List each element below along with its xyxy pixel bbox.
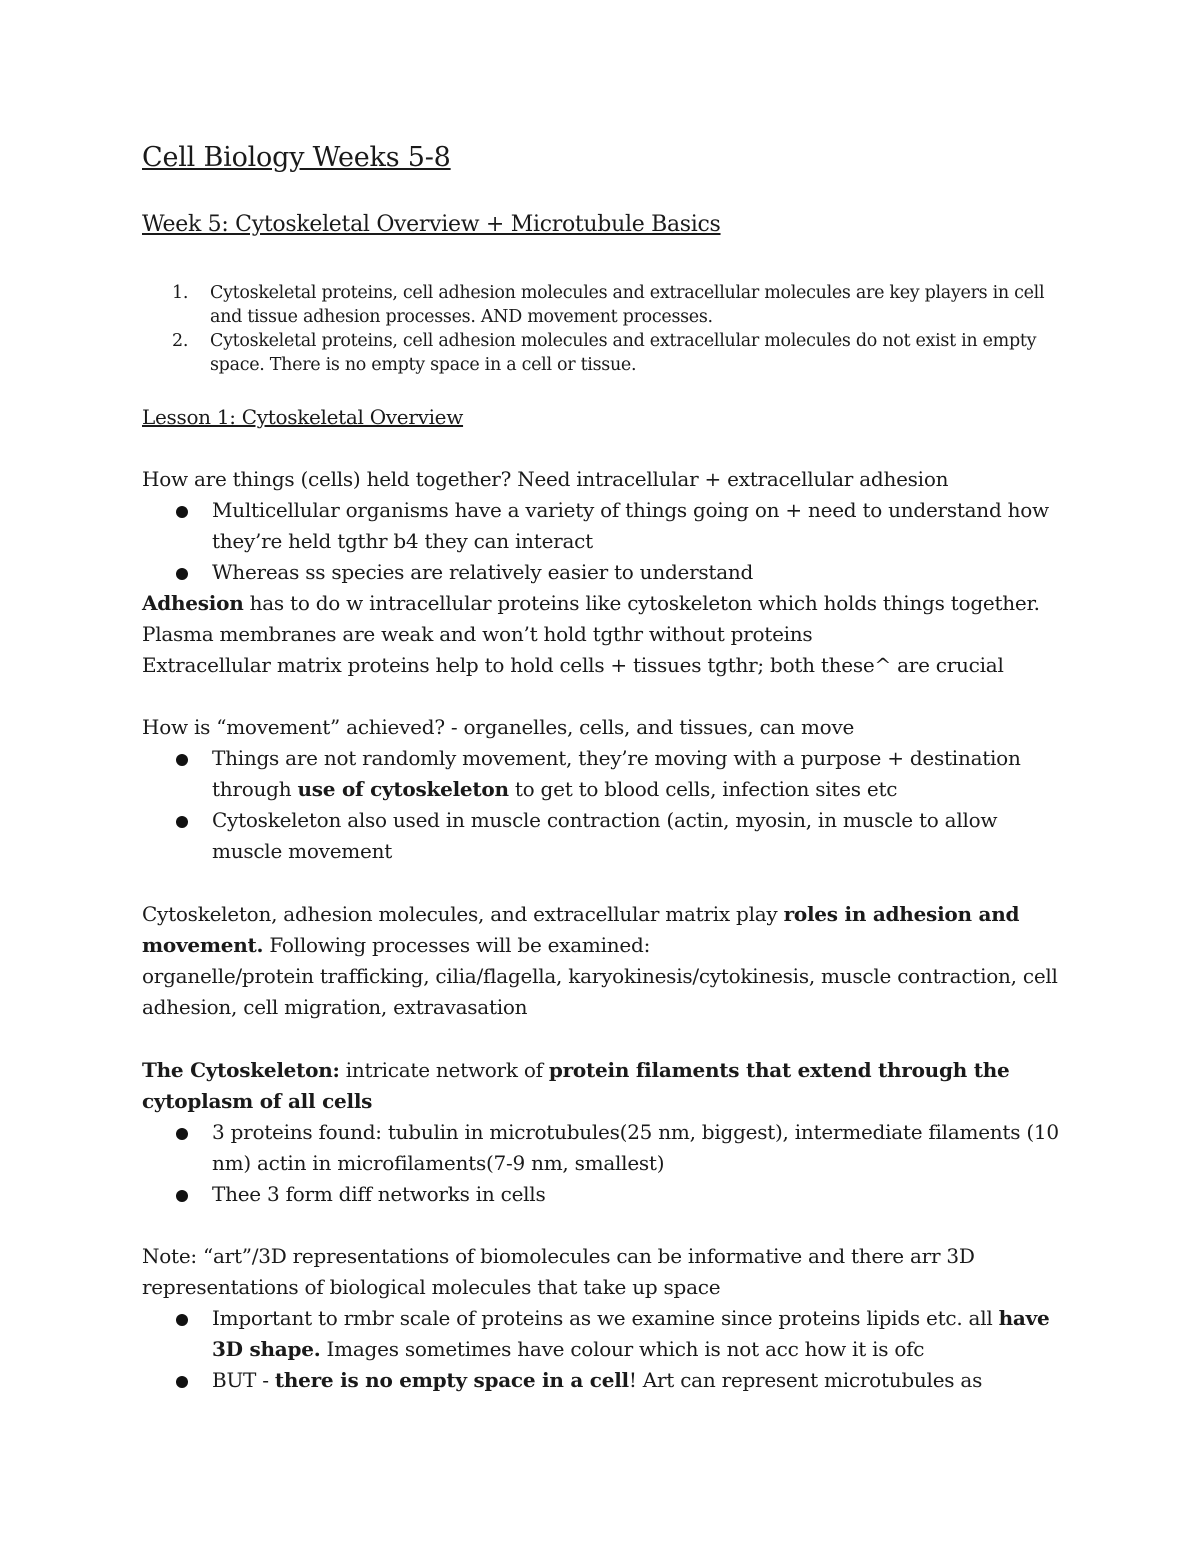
numbered-item	[172, 329, 1072, 377]
bullet-item	[142, 1179, 1072, 1210]
bullet-bold: use of cytoskeleton	[297, 777, 509, 801]
bullet-text: Images sometimes have colour which is not acc how it is ofc	[320, 1337, 925, 1361]
bullet-icon	[176, 816, 188, 828]
bullet-icon	[176, 1314, 188, 1326]
item-text: Cytoskeletal proteins, cell adhesion molecules and extracellular molecules do not exist in empty space. There is no empty space in a cell or tissue.	[210, 331, 1037, 375]
processes-list: organelle/protein trafficking, cilia/flagella, karyokinesis/cytokinesis, muscle contraction, cell adhesion, cell migration, extravasation	[142, 964, 1058, 1019]
bullet-text: BUT -	[212, 1368, 275, 1392]
movement-section	[142, 712, 1072, 867]
cytoskeleton-text: intricate network of	[339, 1058, 549, 1082]
bullet-text: to get to blood cells, infection sites etc	[508, 777, 898, 801]
bullet-item	[142, 805, 1072, 867]
note-bullets	[142, 1303, 1072, 1396]
bullet-text: Things are not randomly movement, they’re moving with a purpose + destination through	[212, 746, 1021, 801]
cytoskeleton-definition	[142, 1055, 1072, 1117]
bullet-text: Cytoskeleton also used in muscle contraction (actin, myosin, in muscle to allow muscle movement	[212, 808, 998, 863]
bullet-text: Multicellular organisms have a variety of things going on + need to understand how they’re held tgthr b4 they can interact	[212, 498, 1049, 553]
bullet-item	[142, 1303, 1072, 1365]
adhesion-section	[142, 464, 1072, 681]
bullet-icon	[176, 754, 188, 766]
bullet-item	[142, 1117, 1072, 1179]
bullet-item	[142, 743, 1072, 805]
item-number: 1.	[172, 283, 189, 303]
bullet-text: Thee 3 form diff networks in cells	[212, 1182, 546, 1206]
movement-bullets	[142, 743, 1072, 867]
movement-question: How is “movement” achieved? - organelles, cells, and tissues, can move	[142, 715, 855, 739]
bullet-icon	[176, 568, 188, 580]
bullet-text: ! Art can represent microtubules as	[628, 1368, 983, 1392]
week-5-heading: Week 5: Cytoskeletal Overview + Microtubule Basics	[142, 212, 721, 237]
processes-bold: roles in adhesion and movement.	[142, 902, 1020, 957]
adhesion-question: How are things (cells) held together? Need intracellular + extracellular adhesion	[142, 467, 949, 491]
note-text: Note: “art”/3D representations of biomolecules can be informative and there arr 3D representations of biological molecules that take up space	[142, 1244, 975, 1299]
bullet-item	[142, 495, 1072, 557]
cytoskeleton-bold: protein filaments that extend through the cytoplasm of all cells	[142, 1058, 1010, 1113]
adhesion-text: has to do w intracellular proteins like cytoskeleton which holds things together. Plasma membranes are weak and won’t hold tgthr without proteins	[142, 591, 1040, 646]
numbered-item	[172, 281, 1072, 329]
processes-intro	[142, 899, 1072, 961]
note-section	[142, 1241, 1072, 1396]
cytoskeleton-term: The Cytoskeleton:	[142, 1058, 340, 1082]
adhesion-term: Adhesion	[142, 591, 244, 615]
numbered-list	[172, 281, 1072, 377]
cytoskeleton-bullets	[142, 1117, 1072, 1210]
processes-section	[142, 899, 1072, 1023]
cytoskeleton-section	[142, 1055, 1072, 1210]
bullet-icon	[176, 1376, 188, 1388]
bullet-text: Important to rmbr scale of proteins as we examine since proteins lipids etc. all	[212, 1306, 999, 1330]
bullet-bold: there is no empty space in a cell	[274, 1368, 629, 1392]
item-text: Cytoskeletal proteins, cell adhesion molecules and extracellular molecules are key players in cell and tissue adhesion processes. AND movement processes.	[210, 283, 1045, 327]
adhesion-definition	[142, 588, 1072, 650]
ecm-line: Extracellular matrix proteins help to hold cells + tissues tgthr; both these^ are crucial	[142, 653, 1004, 677]
adhesion-bullets	[142, 495, 1072, 588]
document-title: Cell Biology Weeks 5-8	[142, 142, 451, 173]
bullet-icon	[176, 1190, 188, 1202]
bullet-text: Whereas ss species are relatively easier to understand	[212, 560, 754, 584]
processes-text: Following processes will be examined:	[263, 933, 651, 957]
processes-text: Cytoskeleton, adhesion molecules, and extracellular matrix play	[142, 902, 784, 926]
bullet-text: 3 proteins found: tubulin in microtubules(25 nm, biggest), intermediate filaments (10 nm) actin in microfilaments(7-9 nm, smallest)	[212, 1120, 1059, 1175]
item-number: 2.	[172, 331, 189, 351]
bullet-icon	[176, 1128, 188, 1140]
bullet-icon	[176, 506, 188, 518]
bullet-item	[142, 1365, 1072, 1396]
bullet-bold: have 3D shape.	[212, 1306, 1050, 1361]
bullet-item	[142, 557, 1072, 588]
lesson-1-heading: Lesson 1: Cytoskeletal Overview	[142, 405, 464, 429]
